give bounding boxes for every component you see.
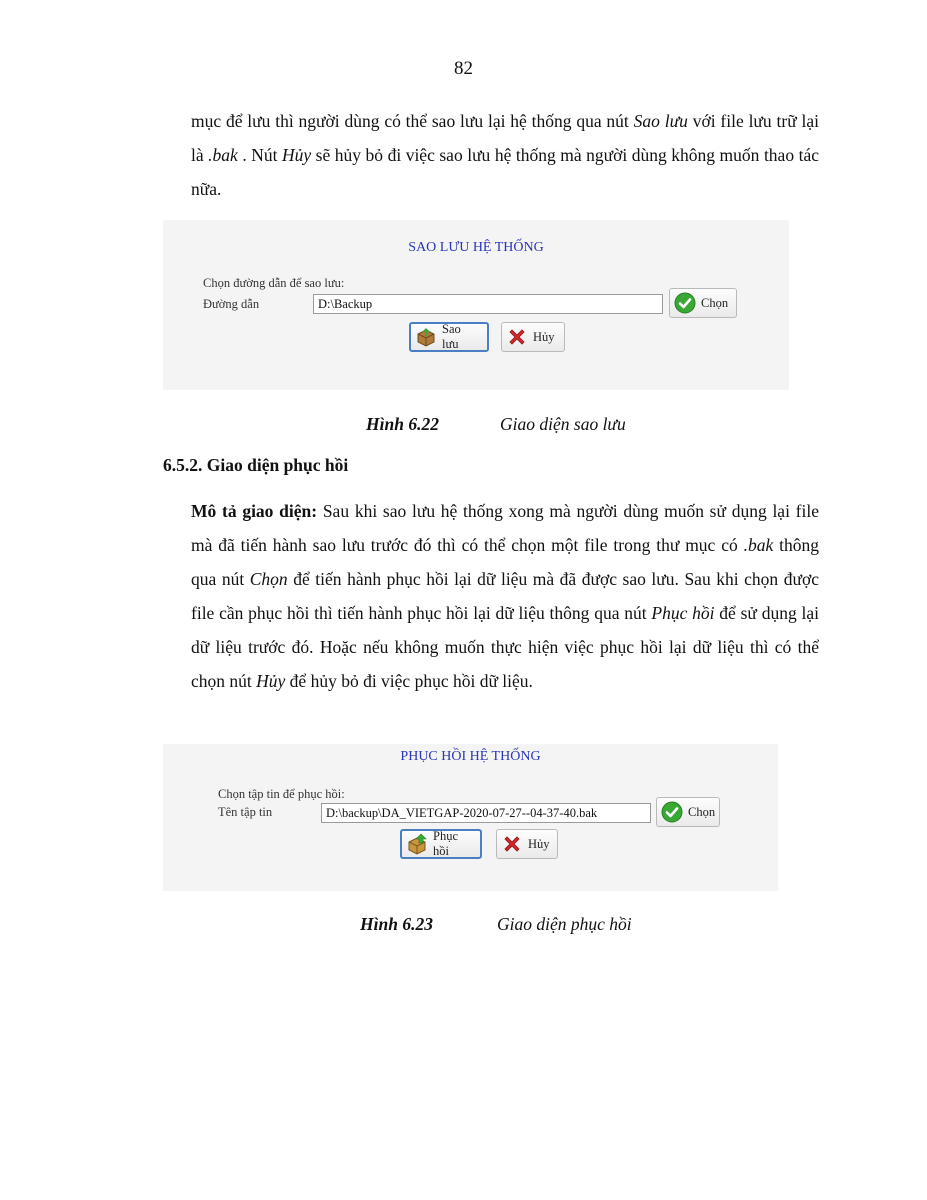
- restore-choose-label: Chọn: [688, 804, 716, 819]
- restore-cancel-button[interactable]: [496, 829, 558, 859]
- para2-text-4: để sử dụng lại dữ liệu trước đó. Hoặc nếu không muốn thực hiện việc phục hồi lại dữ liệu thì có thể chọn nút: [191, 603, 819, 691]
- section-heading: 6.5.2. Giao diện phục hồi: [163, 455, 349, 475]
- para1-text-1: mục để lưu thì người dùng có thể sao lưu lại hệ thống qua nút: [191, 111, 634, 131]
- close-icon: [506, 326, 528, 348]
- para2-italic-2: Chọn: [249, 569, 288, 589]
- paragraph-restore-description: [191, 494, 819, 698]
- restore-label: Phục hồi: [433, 829, 458, 858]
- restore-title: PHỤC HỒI HỆ THỐNG: [400, 749, 541, 764]
- restore-screenshot: [163, 744, 778, 891]
- para2-italic-4: Hủy: [256, 671, 286, 691]
- backup-save-button[interactable]: [409, 322, 489, 352]
- para1-italic-1: Sao lưu: [633, 111, 688, 131]
- para1-text-4: sẽ hủy bỏ đi việc sao lưu hệ thống mà người dùng không muốn thao tác nữa.: [191, 145, 819, 199]
- backup-choose-label: Chọn: [701, 295, 729, 310]
- para2-text-2: thông qua nút: [191, 535, 819, 589]
- caption-number: Hình 6.22: [366, 414, 439, 434]
- backup-prompt-label: Chọn đường dẫn để sao lưu:: [203, 276, 345, 290]
- restore-button[interactable]: [400, 829, 482, 859]
- para2-text-1: Sau khi sao lưu hệ thống xong mà người dùng muốn sử dụng lại file mà đã tiến hành sao lưu trước đó thì có thể chọn một file trong thư mục có: [191, 501, 819, 555]
- backup-path-input[interactable]: D:\Backup: [313, 294, 663, 314]
- page-number: 82: [454, 58, 473, 79]
- restore-prompt-label: Chọn tập tin để phục hồi:: [218, 787, 345, 801]
- restore-file-label: Tên tập tin: [218, 805, 273, 819]
- restore-choose-button[interactable]: [656, 797, 720, 827]
- para1-italic-2: .bak: [208, 145, 238, 165]
- restore-cancel-label: Hủy: [528, 836, 550, 851]
- check-icon: [661, 801, 683, 823]
- para2-bold-label: Mô tả giao diện:: [191, 501, 318, 521]
- box-icon: [415, 326, 437, 348]
- check-icon: [674, 292, 696, 314]
- close-icon: [501, 833, 523, 855]
- para1-italic-3: Hủy: [282, 145, 312, 165]
- para1-text-2: với file lưu trữ lại là: [191, 111, 820, 165]
- para2-text-3: để tiến hành phục hồi lại dữ liệu mà đã được sao lưu. Sau khi chọn được file cần phục hồi thì tiến hành phục hồi lại dữ liệu thông qua nút: [191, 569, 819, 623]
- para2-italic-1: .bak: [743, 535, 774, 555]
- restore-box-icon: [406, 833, 428, 855]
- para2-text-5: để hủy bỏ đi việc phục hồi dữ liệu.: [285, 671, 533, 691]
- backup-title: SAO LƯU HỆ THỐNG: [408, 240, 544, 255]
- restore-file-input[interactable]: D:\backup\DA_VIETGAP-2020-07-27--04-37-40.bak: [321, 803, 651, 823]
- para1-text-3: . Nút: [237, 145, 282, 165]
- backup-save-label: Sao lưu: [442, 322, 461, 351]
- backup-cancel-label: Hủy: [533, 329, 555, 344]
- backup-screenshot: [163, 220, 789, 390]
- caption-number: Hình 6.23: [360, 914, 433, 934]
- caption-text: Giao diện sao lưu: [500, 414, 626, 434]
- backup-choose-button[interactable]: [669, 288, 737, 318]
- para2-italic-3: Phục hồi: [651, 603, 715, 623]
- paragraph-backup-description: [191, 104, 819, 206]
- caption-text: Giao diện phục hồi: [497, 914, 632, 934]
- backup-path-label: Đường dẫn: [203, 297, 260, 311]
- backup-cancel-button[interactable]: [501, 322, 565, 352]
